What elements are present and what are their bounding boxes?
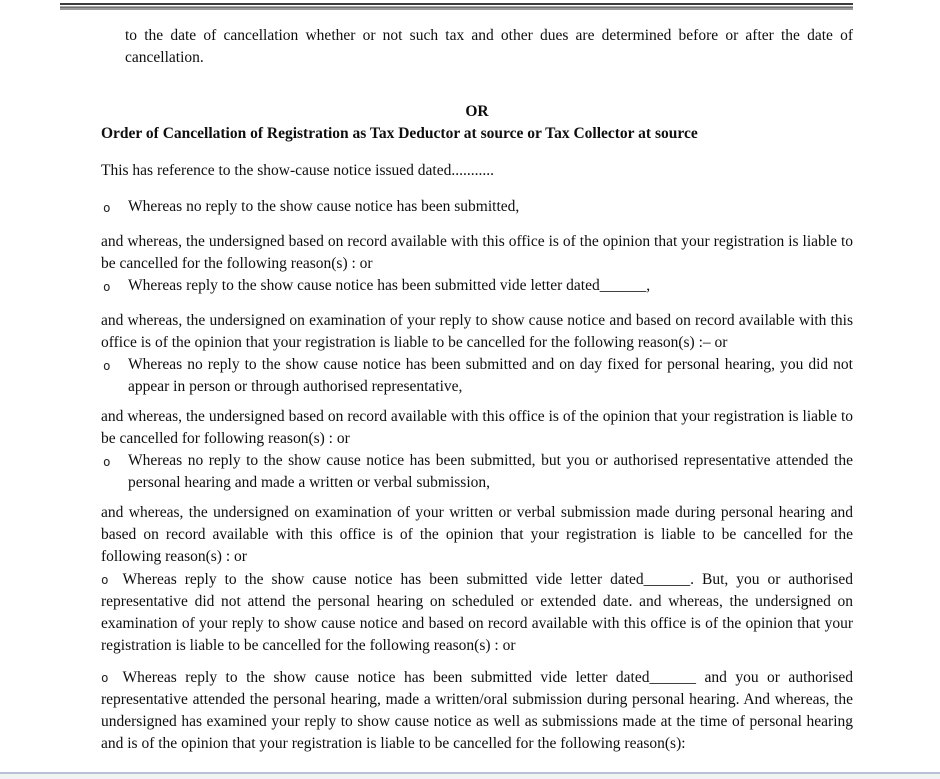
bullet-circle-icon: o (103, 279, 111, 294)
bullet-text: Whereas no reply to the show cause notice has been submitted and on day fixed for personal hearing, you did not appear in person or through authorised representative, (128, 356, 853, 395)
bullet-circle-icon: o (103, 454, 111, 469)
bullet-item (101, 275, 853, 297)
paragraph: and whereas, the undersigned on examination of your reply to show cause notice and based on record available with this office is of the opinion that your registration is liable to be cancelled for the following reason(s) :– or (101, 312, 853, 351)
bullet-item (101, 450, 853, 494)
bullet-circle-icon: o (101, 572, 109, 587)
bullet-item (101, 667, 853, 755)
paragraph: and whereas, the undersigned based on record available with this office is of the opinion that your registration is liable to be cancelled for following reason(s) : or (101, 408, 853, 447)
paragraph: and whereas, the undersigned on examination of your written or verbal submission made during personal hearing and based on record available with this office is of the opinion that your registration is liable to be cancelled for the following reason(s) : or (101, 504, 853, 565)
paragraph: and whereas, the undersigned based on record available with this office is of the opinion that your registration is liable to be cancelled for the following reason(s) : or (101, 233, 853, 272)
bullet-circle-icon: o (103, 358, 111, 373)
bullet-text: Whereas no reply to the show cause notice has been submitted, (128, 198, 520, 215)
viewer-bottom-edge (0, 772, 940, 779)
bullet-text: Whereas reply to the show cause notice has been submitted vide letter dated______ and you or authorised representative attended the personal hearing, made a written/oral submission during personal hearing. And whereas, the undersigned has examined your reply to show cause notice as well as submissions made at the time of personal hearing and is of the opinion that your registration is liable to be cancelled for the following reason(s): (101, 669, 853, 752)
section-heading: Order of Cancellation of Registration as Tax Deductor at source or Tax Collector at source (101, 125, 698, 142)
bullet-item (101, 196, 853, 218)
bullet-text: Whereas no reply to the show cause notice has been submitted, but you or authorised representative attended the personal hearing and made a written or verbal submission, (128, 452, 853, 491)
bullet-text: Whereas reply to the show cause notice has been submitted vide letter dated______. But, you or authorised representative did not attend the personal hearing on scheduled or extended date. and whereas, the undersigned on examination of your reply to show cause notice and based on record available with this office is of the opinion that your registration is liable to be cancelled for the following reason(s) : or (101, 571, 853, 654)
paragraph: This has reference to the show-cause notice issued dated........... (101, 162, 494, 179)
paragraph: OR (465, 103, 489, 120)
top-double-rule (60, 3, 853, 10)
bullet-circle-icon: o (101, 670, 109, 685)
bullet-item (101, 354, 853, 398)
bullet-item (101, 569, 853, 657)
bullet-circle-icon: o (103, 200, 111, 215)
bullet-text: Whereas reply to the show cause notice has been submitted vide letter dated______, (128, 277, 651, 294)
document-body (101, 25, 853, 755)
paragraph: to the date of cancellation whether or not such tax and other dues are determined before or after the date of cancellation. (125, 27, 853, 66)
